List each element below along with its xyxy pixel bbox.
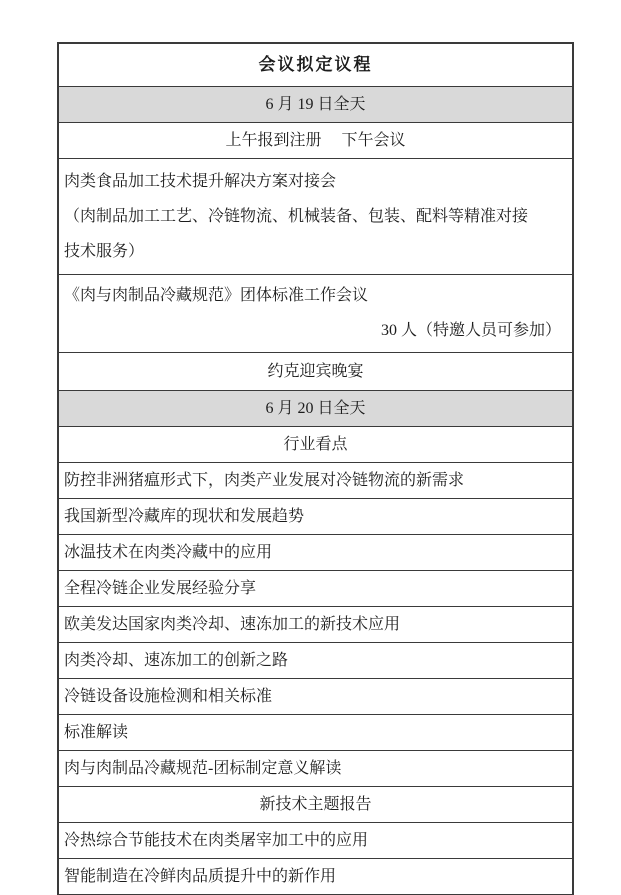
day2-date-header — [58, 390, 573, 426]
topic-ice-temperature-tech-line: 冰温技术在肉类冷藏中的应用 — [64, 543, 273, 561]
topic-cold-chain-experience-cell — [58, 570, 573, 606]
topic-cold-chain-experience-line: 全程冷链企业发展经验分享 — [64, 579, 257, 597]
topic-asf-cold-chain-demand — [58, 462, 573, 498]
day2-date-header-cell — [58, 390, 573, 426]
agenda-table-body — [58, 43, 573, 895]
day1-banquet-cell — [58, 352, 573, 390]
topic-group-standard-meaning-line: 肉与肉制品冷藏规范-团标制定意义解读 — [64, 759, 342, 777]
topic-innovation-road — [58, 642, 573, 678]
day1-matchmaking-meeting-line: 肉类食品加工技术提升解决方案对接会 — [64, 172, 337, 190]
day1-registration-cell — [58, 122, 573, 158]
topic-innovation-road-cell — [58, 642, 573, 678]
day1-date-header — [58, 86, 573, 122]
topic-western-freezing-tech — [58, 606, 573, 642]
day2-new-tech-session-line: 新技术主题报告 — [259, 795, 372, 813]
topic-energy-saving — [58, 822, 573, 858]
topic-equipment-testing — [58, 678, 573, 714]
topic-group-standard-meaning — [58, 750, 573, 786]
topic-ice-temperature-tech — [58, 534, 573, 570]
topic-standard-interpretation-line: 标准解读 — [64, 723, 129, 741]
topic-asf-cold-chain-demand-line: 防控非洲猪瘟形式下，肉类产业发展对冷链物流的新需求 — [64, 471, 465, 489]
topic-cold-storage-trends — [58, 498, 573, 534]
day2-new-tech-session-cell — [58, 786, 573, 822]
day1-matchmaking-meeting-line: （肉制品加工工艺、冷链物流、机械装备、包装、配料等精准对接 — [64, 207, 529, 225]
day1-date-header-cell — [58, 86, 573, 122]
day1-standard-meeting-cell — [58, 274, 573, 352]
day2-industry-highlights-cell — [58, 426, 573, 462]
day2-industry-highlights-line: 行业看点 — [283, 435, 348, 453]
day1-standard-meeting-line: 30 人（特邀人员可参加） — [380, 322, 561, 339]
topic-ice-temperature-tech-cell — [58, 534, 573, 570]
day1-standard-meeting — [58, 274, 573, 352]
topic-western-freezing-tech-cell — [58, 606, 573, 642]
topic-equipment-testing-line: 冷链设备设施检测和相关标准 — [64, 687, 273, 705]
day1-registration — [58, 122, 573, 158]
day1-date-header-line: 6 月 19 日全天 — [265, 95, 366, 113]
topic-innovation-road-line: 肉类冷却、速冻加工的创新之路 — [64, 651, 289, 669]
topic-cold-storage-trends-line: 我国新型冷藏库的现状和发展趋势 — [64, 507, 305, 525]
topic-standard-interpretation — [58, 714, 573, 750]
day1-matchmaking-meeting-line: 技术服务） — [64, 242, 145, 260]
day1-standard-meeting-line: 《肉与肉制品冷藏规范》团体标准工作会议 — [64, 287, 369, 304]
topic-cold-chain-experience — [58, 570, 573, 606]
day1-matchmaking-meeting — [58, 158, 573, 274]
topic-smart-manufacturing-cell — [58, 858, 573, 895]
topic-energy-saving-line: 冷热综合节能技术在肉类屠宰加工中的应用 — [64, 831, 369, 849]
topic-cold-storage-trends-cell — [58, 498, 573, 534]
day1-banquet-line: 约克迎宾晚宴 — [267, 362, 364, 380]
day1-matchmaking-meeting-cell — [58, 158, 573, 274]
topic-western-freezing-tech-line: 欧美发达国家肉类冷却、速冻加工的新技术应用 — [64, 615, 401, 633]
day2-date-header-line: 6 月 20 日全天 — [265, 399, 366, 417]
topic-energy-saving-cell — [58, 822, 573, 858]
agenda-title-cell — [58, 43, 573, 86]
topic-standard-interpretation-cell — [58, 714, 573, 750]
topic-equipment-testing-cell — [58, 678, 573, 714]
topic-asf-cold-chain-demand-cell — [58, 462, 573, 498]
day1-registration-line: 上午报到注册 下午会议 — [225, 131, 406, 149]
day1-banquet — [58, 352, 573, 390]
agenda-title-line: 会议拟定议程 — [258, 55, 373, 75]
topic-smart-manufacturing-line: 智能制造在冷鲜肉品质提升中的新作用 — [64, 867, 337, 885]
day2-new-tech-session — [58, 786, 573, 822]
topic-smart-manufacturing — [58, 858, 573, 895]
topic-group-standard-meaning-cell — [58, 750, 573, 786]
agenda-table — [57, 42, 574, 895]
agenda-title — [58, 43, 573, 86]
day2-industry-highlights — [58, 426, 573, 462]
